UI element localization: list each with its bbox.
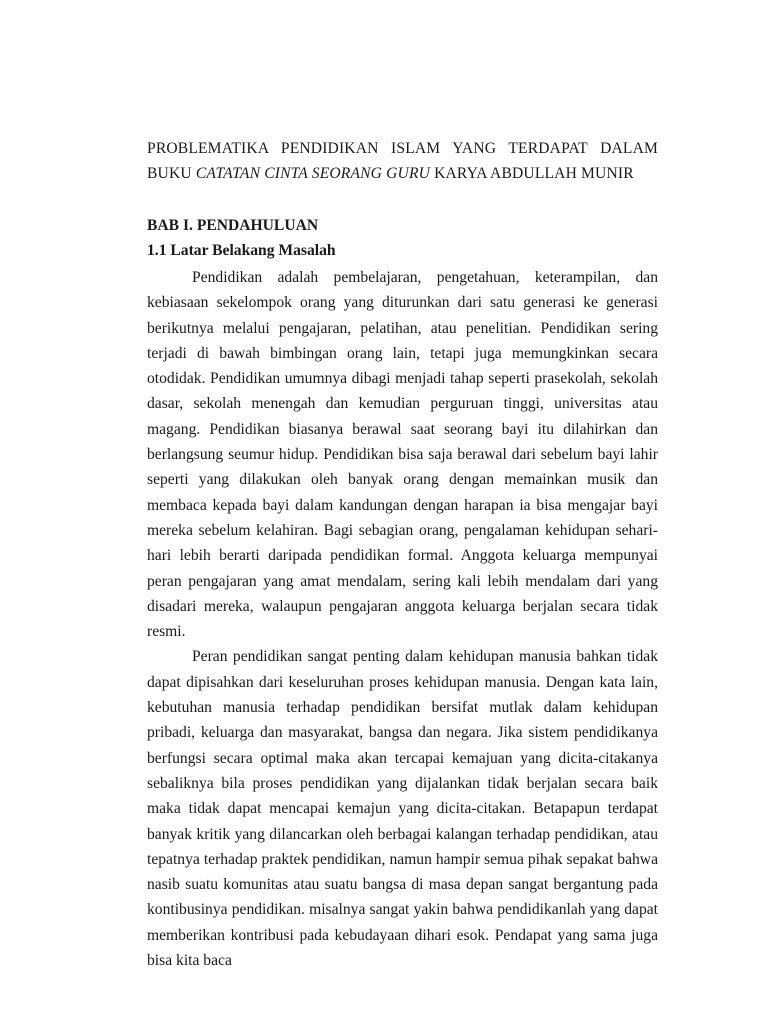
paragraph-2: Peran pendidikan sangat penting dalam kehidupan manusia bahkan tidak dapat dipisahkan dari keseluruhan proses kehidupan manusia. Dengan kata lain, kebutuhan manusia terhadap pendidikan bersifat mutlak dalam kehidupan pribadi, keluarga dan masyarakat, bangsa dan negara. Jika sistem pendidikanya berfungsi secara optimal maka akan tercapai kemajuan yang dicita-citakanya sebaliknya bila proses pendidikan yang dijalankan tidak berjalan secara baik maka tidak dapat mencapai kemajun yang dicita-citakan. Betapapun terdapat banyak kritik yang dilancarkan oleh berbagai kalangan terhadap pendidikan, atau tepatnya terhadap praktek pendidikan, namun hampir semua pihak sepakat bahwa nasib suatu komunitas atau suatu bangsa di masa depan sangat bergantung pada kontibusinya pendidikan. misalnya sangat yakin bahwa pendidikanlah yang dapat memberikan kontribusi pada kebudayaan dihari esok. Pendapat yang sama juga bisa kita baca	[147, 648, 658, 970]
book-title-italic: CATATAN CINTA SEORANG GURU	[195, 165, 431, 182]
title-spacer	[147, 186, 658, 213]
paragraph-1: Pendidikan adalah pembelajaran, pengetahuan, keterampilan, dan kebiasaan sekelompok orang yang diturunkan dari satu generasi ke generasi berikutnya melalui pengajaran, pelatihan, atau penelitian. Pendidikan sering terjadi di bawah bimbingan orang lain, tetapi juga memungkinkan secara otodidak. Pendidikan umumnya dibagi menjadi tahap seperti prasekolah, sekolah dasar, sekolah menengah dan kemudian perguruan tinggi, universitas atau magang. Pendidikan biasanya berawal saat seorang bayi itu dilahirkan dan berlangsung seumur hidup. Pendidikan bisa saja berawal dari sebelum bayi lahir seperti yang dilakukan oleh banyak orang dengan memainkan musik dan membaca kepada bayi dalam kandungan dengan harapan ia bisa mengajar bayi mereka sebelum kelahiran. Bagi sebagian orang, pengalaman kehidupan sehari-hari lebih berarti daripada pendidikan formal. Anggota keluarga mempunyai peran pengajaran yang amat mendalam, sering kali lebih mendalam dari yang disadari mereka, walaupun pengajaran anggota keluarga berjalan secara tidak resmi.	[147, 269, 658, 641]
title-text-part2: KARYA ABDULLAH MUNIR	[430, 165, 634, 182]
document-body	[147, 136, 658, 973]
title-text-part1: PROBLEMATIKA PENDIDIKAN ISLAM YANG TERDAPAT DALAM BUKU	[147, 140, 658, 182]
chapter-heading: BAB I. PENDAHULUAN	[147, 217, 319, 234]
document-title	[147, 136, 658, 186]
section-heading: 1.1 Latar Belakang Masalah	[147, 242, 336, 259]
